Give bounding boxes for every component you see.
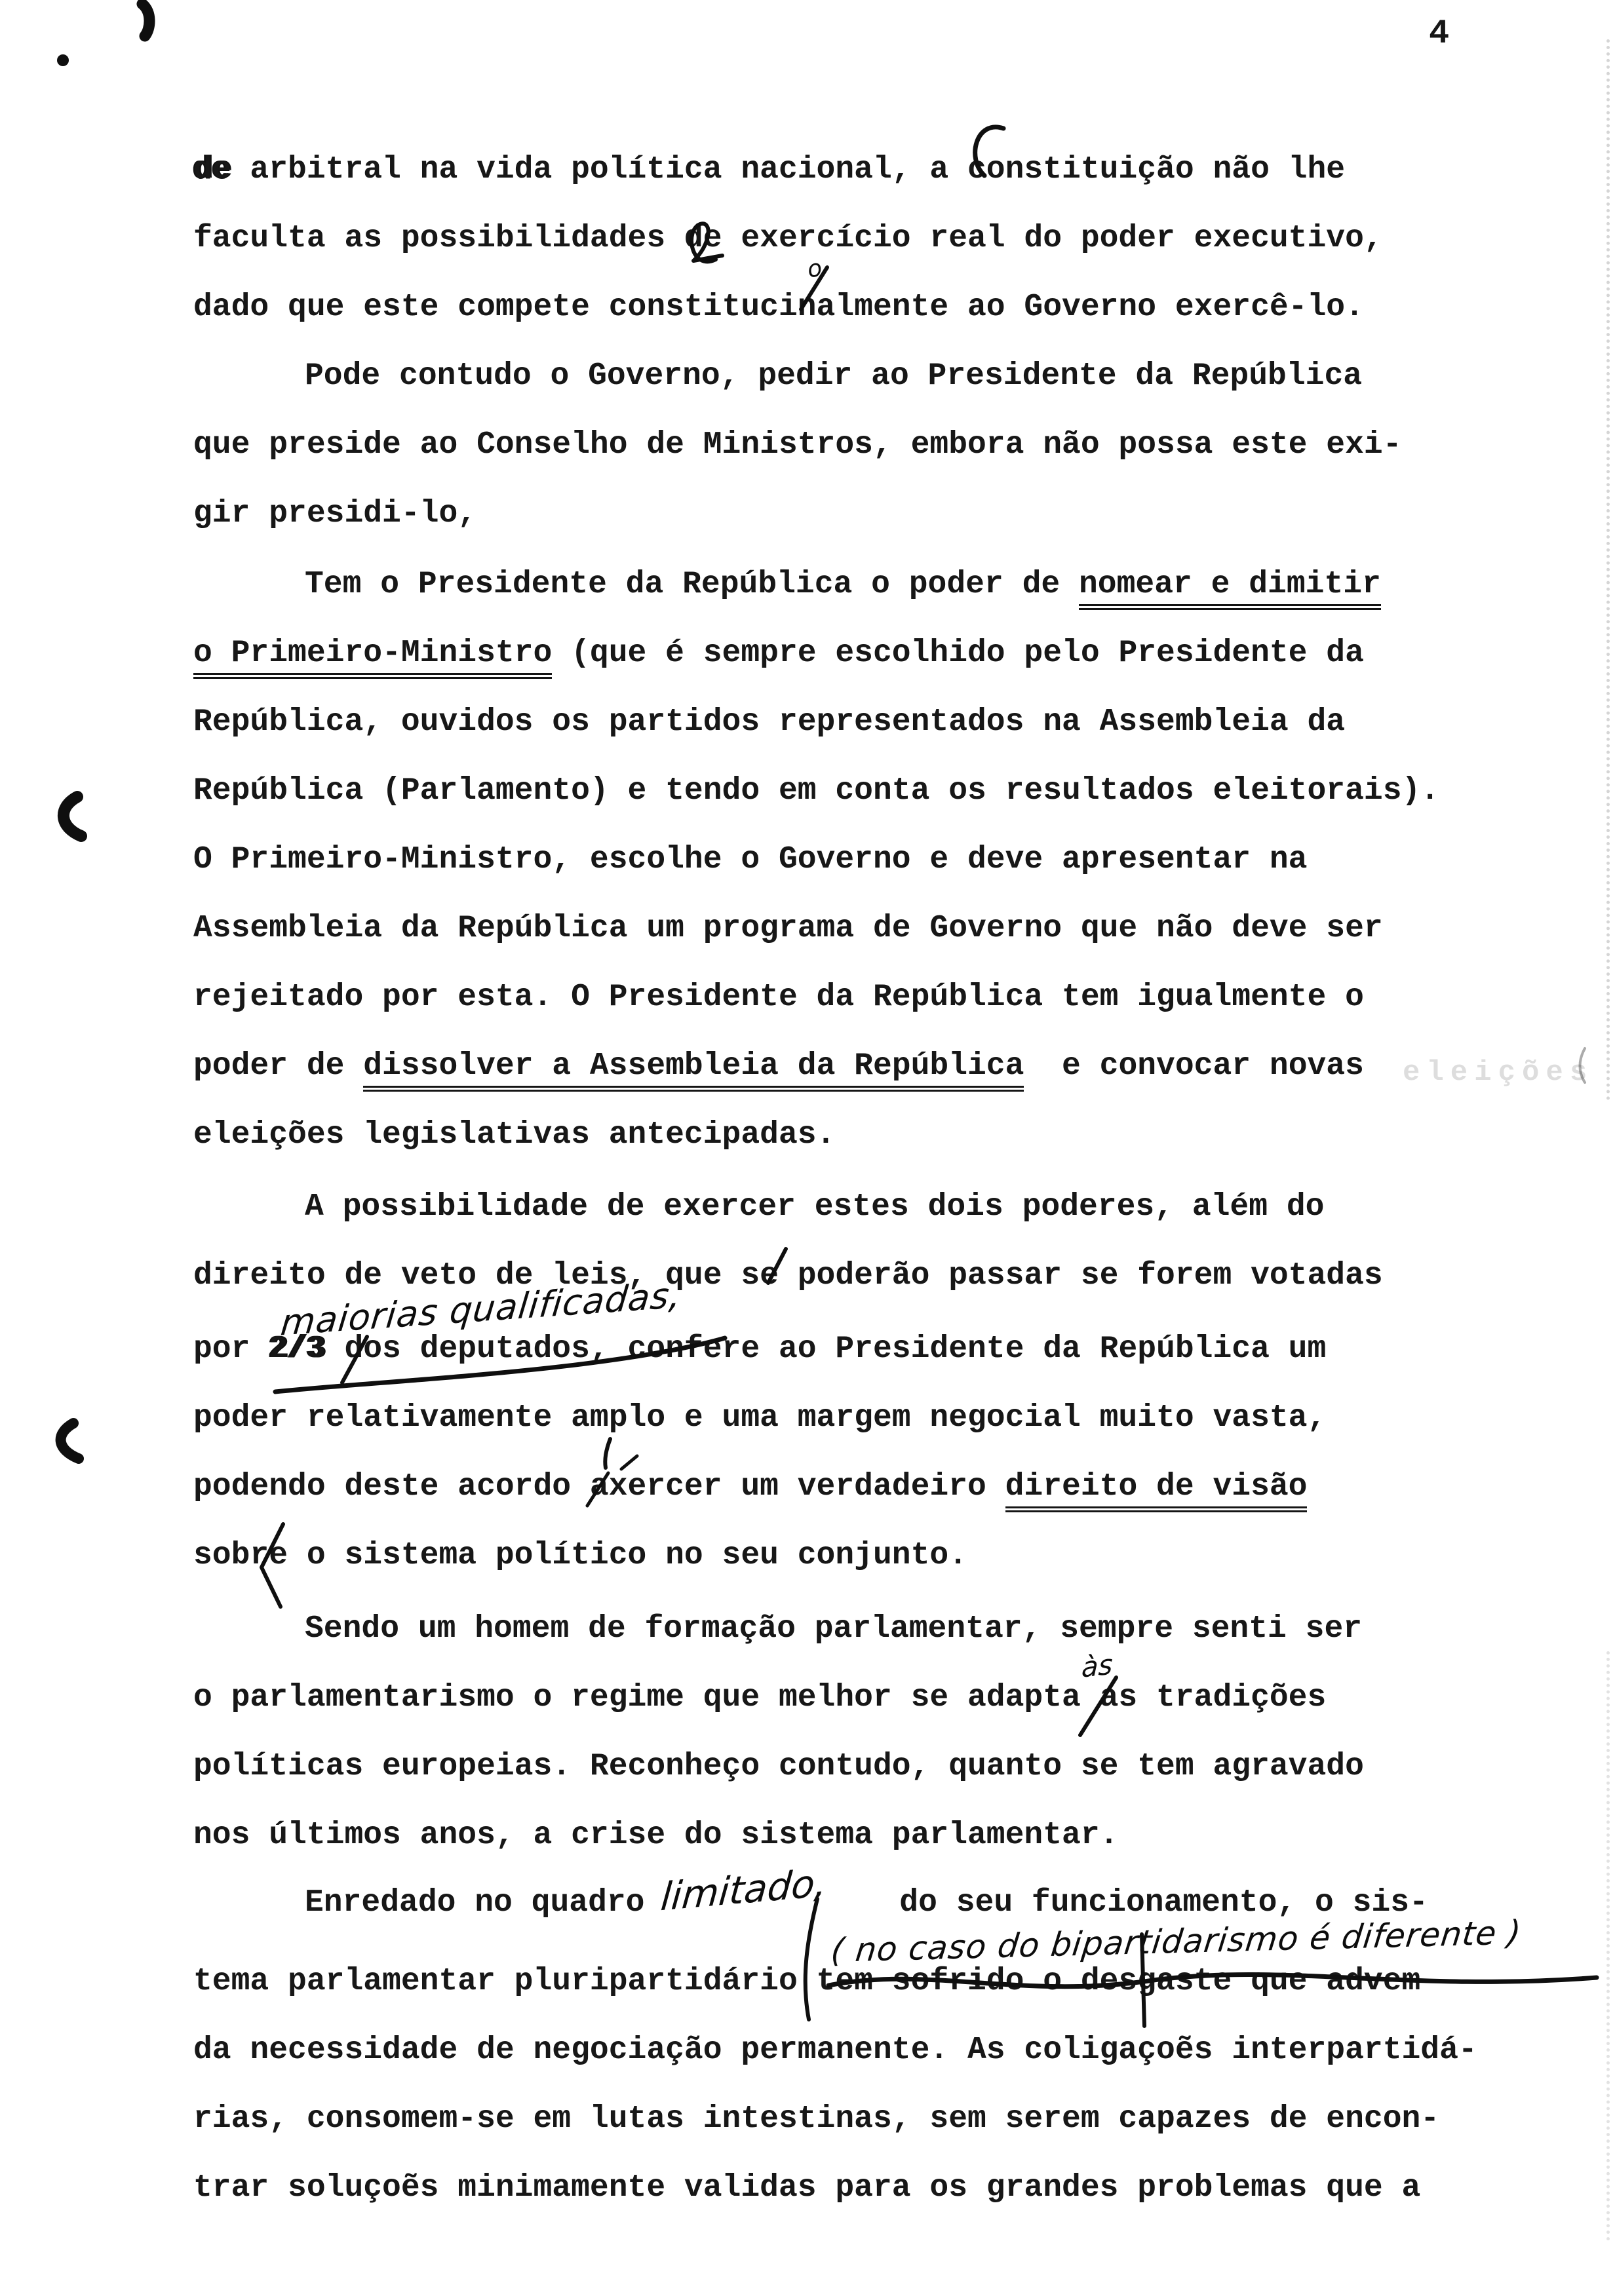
typed-line: o Primeiro-Ministro (que é sempre escolhido pelo Presidente da	[193, 638, 1364, 669]
typed-line: direito de veto de leis, que se poderão passar se forem votadas	[193, 1258, 1383, 1293]
handwritten-word-limitado: limitado,	[659, 1860, 829, 1920]
typed-line: A possibilidade de exercer estes dois poderes, além do	[305, 1189, 1325, 1225]
margin-crescent-upper	[64, 797, 81, 836]
typed-line: políticas europeias. Reconheço contudo, quanto se tem agravado	[193, 1749, 1364, 1784]
typed-line: Tem o Presidente da República o poder de nomear e dimitir	[305, 569, 1381, 600]
struck-out-text: 2/3	[269, 1331, 326, 1367]
underlined-phrase: direito de visão	[1005, 1469, 1308, 1512]
typed-line: rias, consomem-se em lutas intestinas, sem serem capazes de encon-	[193, 2101, 1440, 2137]
scan-edge-noise	[1606, 1651, 1610, 2241]
typed-line: que preside ao Conselho de Ministros, embora não possa este exi-	[193, 427, 1402, 463]
faint-ghost-text: eleições	[1403, 1056, 1594, 1089]
typed-line: tema parlamentar pluripartidário tem sofrido o desgaste que advem	[193, 1964, 1421, 1999]
underlined-phrase: dissolver a Assembleia da República	[363, 1048, 1024, 1092]
typed-line: República, ouvidos os partidos representados na Assembleia da	[193, 704, 1346, 740]
typed-line: Pode contudo o Governo, pedir ao Presidente da República	[305, 358, 1363, 394]
typed-line: o parlamentarismo o regime que melhor se adapta as tradições	[193, 1680, 1327, 1715]
handwritten-inserted-letter: o	[805, 254, 825, 284]
typed-line: poder relativamente amplo e uma margem negocial muito vasta,	[193, 1400, 1327, 1436]
typed-line: Sendo um homem de formação parlamentar, sempre senti ser	[305, 1611, 1363, 1647]
typed-line: República (Parlamento) e tendo em conta os resultados eleitorais).	[193, 773, 1440, 809]
typed-line: podendo deste acordo axercer um verdadeiro direito de visão	[193, 1471, 1307, 1502]
typed-line: por 2/3 dos deputados, confere ao Presidente da República um	[193, 1331, 1327, 1367]
underlined-phrase: nomear e dimitir	[1079, 567, 1381, 610]
typed-line: gir presidi-lo,	[193, 496, 477, 531]
typed-line: de arbitral na vida política nacional, a constituição não lhe	[193, 152, 1346, 187]
handwritten-margin-note-bipartidarismo: ( no caso do bipartidarismo é diferente )	[828, 1913, 1524, 1970]
typed-line: nos últimos anos, a crise do sistema parlamentar.	[193, 1818, 1119, 1853]
overstruck-word: de	[193, 152, 231, 187]
typed-line: eleições legislativas antecipadas.	[193, 1117, 836, 1153]
typed-line: trar soluçoẽs minimamente validas para os grandes problemas que a	[193, 2170, 1421, 2206]
top-left-ink-blob	[142, 4, 149, 36]
amplo-correction-stroke	[621, 1456, 637, 1469]
typed-line: Enredado no quadro do seu funcionamento, o sis-	[305, 1885, 1428, 1921]
typed-line: O Primeiro-Ministro, escolhe o Governo e deve apresentar na	[193, 842, 1308, 877]
scan-edge-noise	[1606, 39, 1610, 1101]
small-ink-dot	[57, 54, 69, 66]
typed-line: rejeitado por esta. O Presidente da República tem igualmente o	[193, 980, 1364, 1015]
handwritten-correction-as: às	[1081, 1648, 1114, 1684]
typed-line: dado que este compete constitucinalmente ao Governo exercê-lo.	[193, 290, 1364, 325]
underlined-phrase: o Primeiro-Ministro	[193, 636, 552, 679]
typed-line: faculta as possibilidades de exercício real do poder executivo,	[193, 221, 1383, 256]
typed-line: poder de dissolver a Assembleia da República e convocar novas	[193, 1050, 1364, 1082]
typed-line: Assembleia da República um programa de Governo que não deve ser	[193, 911, 1383, 946]
handwritten-correction-maiorias-qualificadas: maiorias qualificadas,	[279, 1274, 684, 1344]
typed-line: sobre o sistema político no seu conjunto.	[193, 1538, 967, 1573]
exercer-apostrophe-stroke	[605, 1439, 610, 1468]
typed-line: da necessidade de negociação permanente. As coligaçoẽs interpartidá-	[193, 2033, 1477, 2068]
margin-crescent-lower	[61, 1423, 79, 1459]
page-number: 4	[1429, 14, 1450, 53]
